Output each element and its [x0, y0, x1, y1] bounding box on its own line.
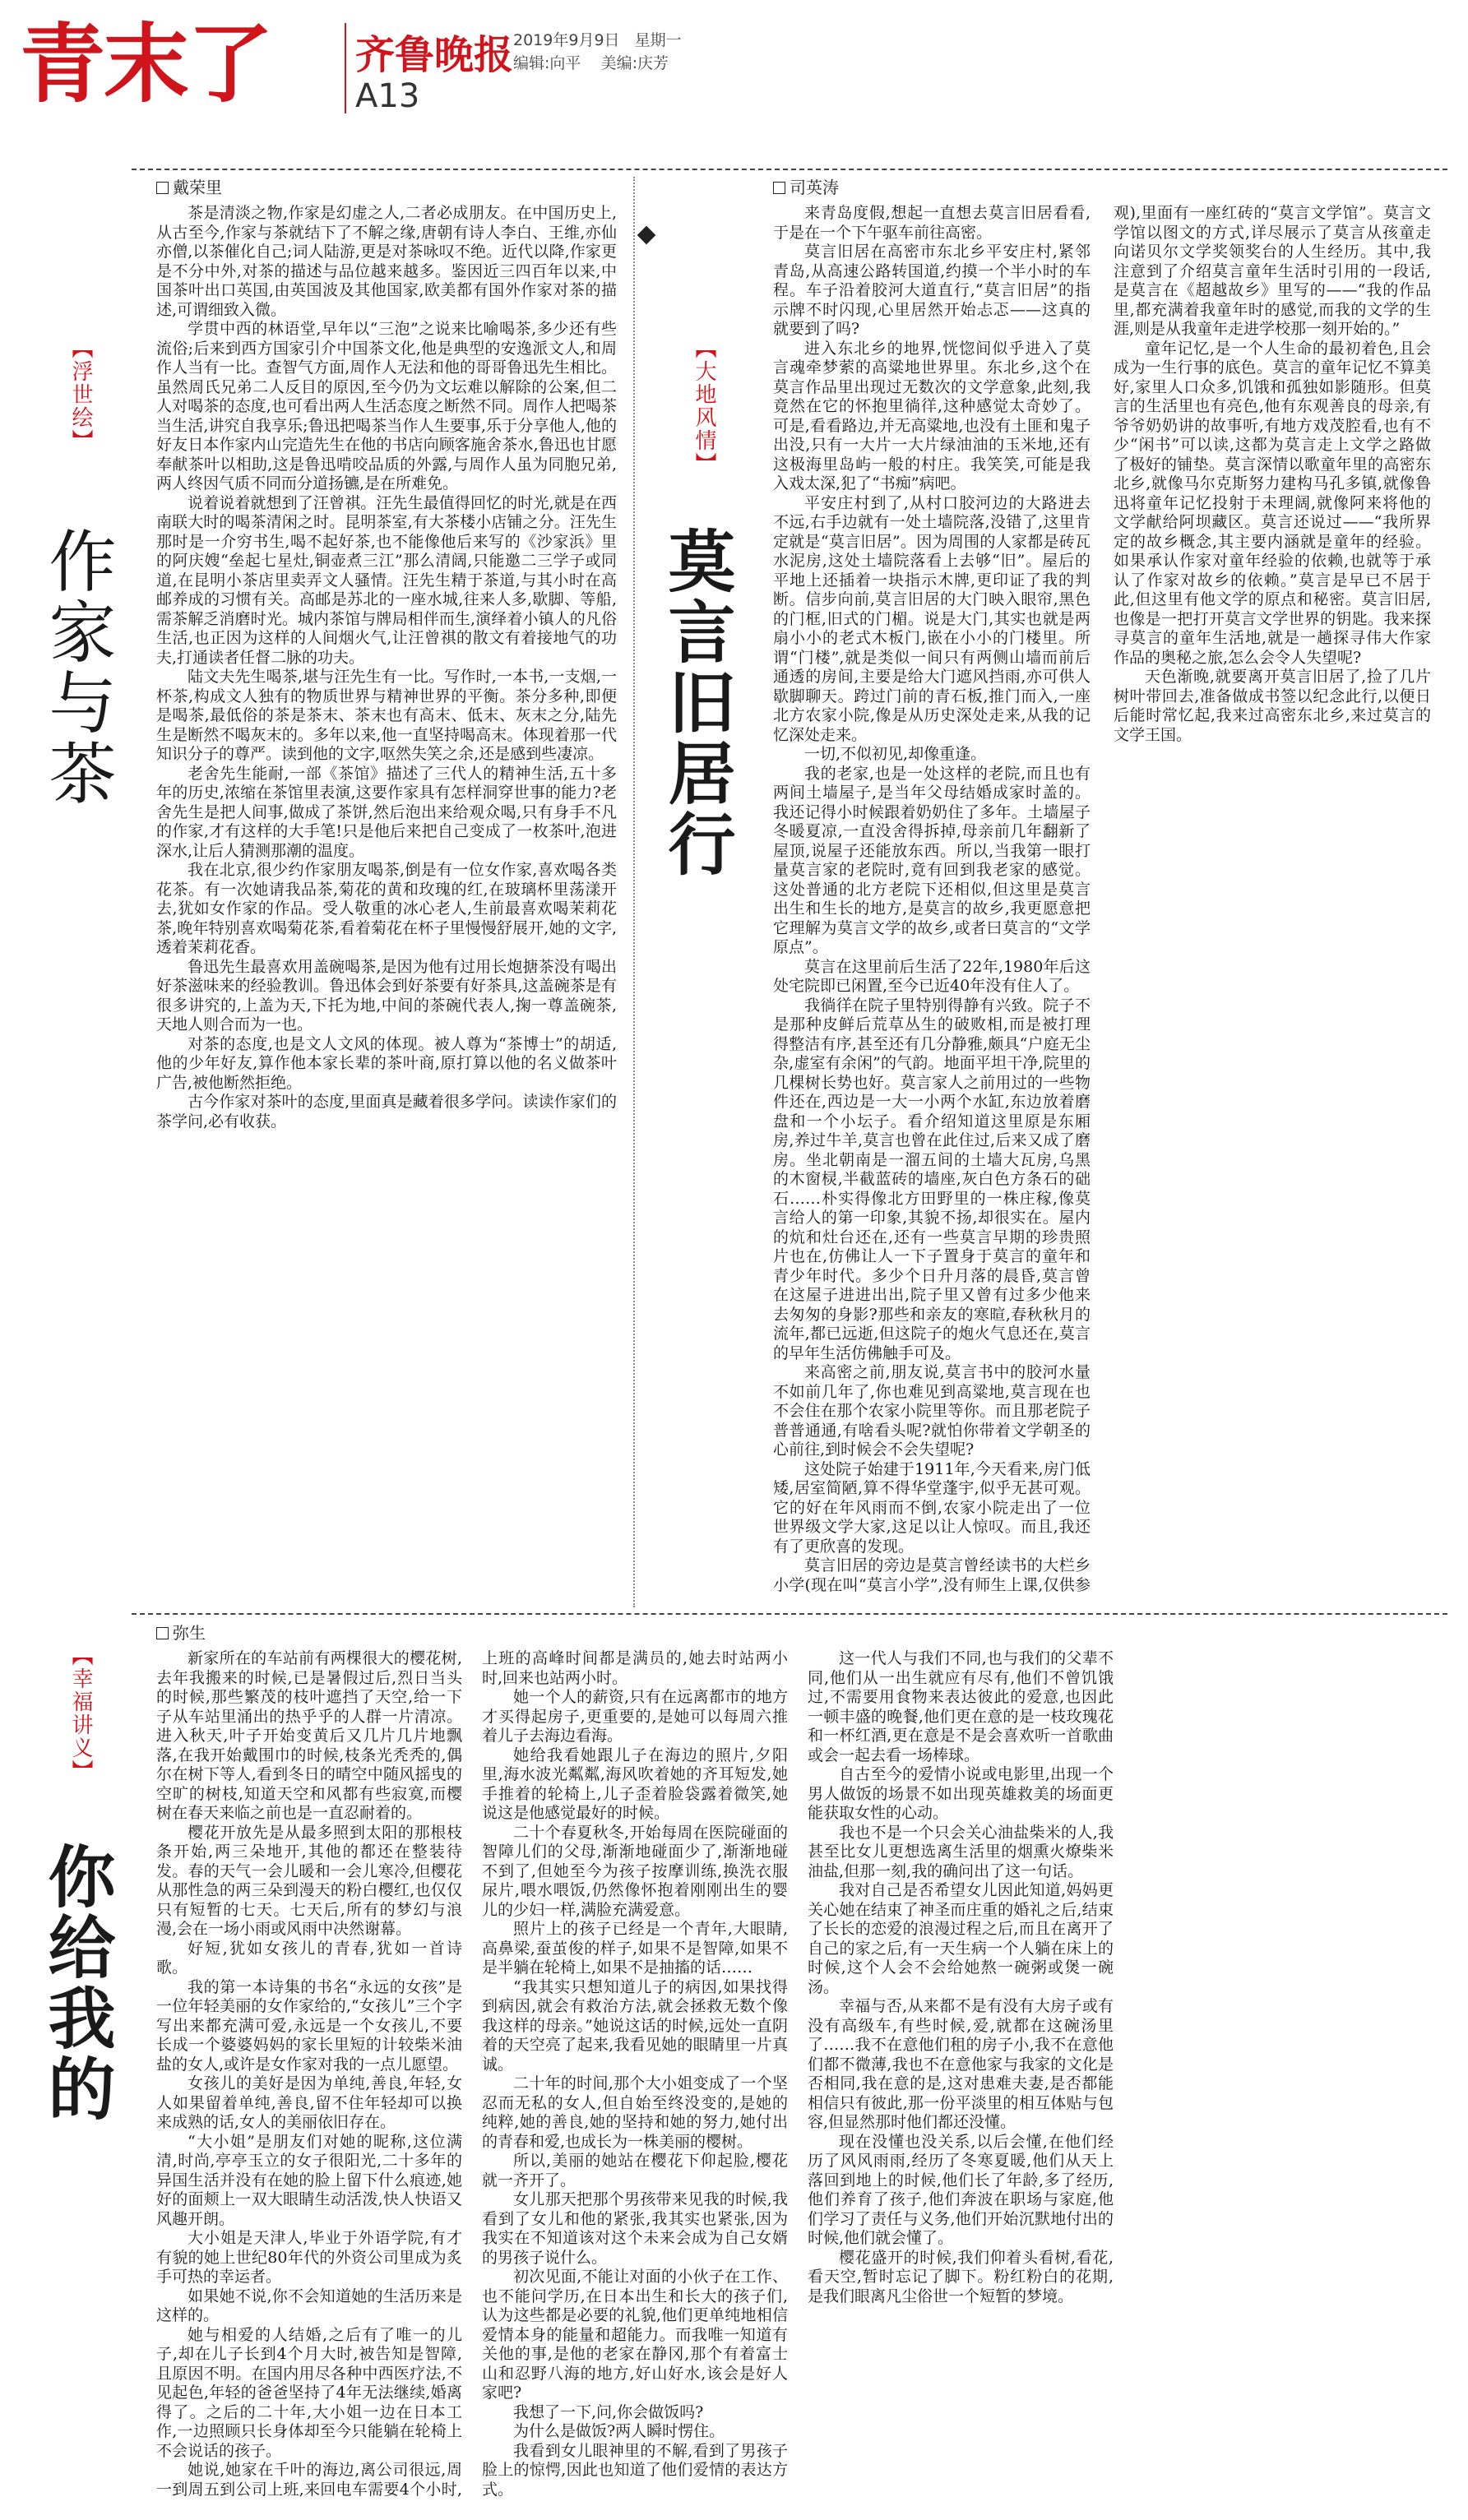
paragraph: 我看到女儿眼神里的不解,看到了男孩子脸上的惊愕,因此也知道了他们爱情的表达方式。	[482, 2441, 788, 2499]
paragraph: 陆文夫先生喝茶,堪与汪先生有一比。写作时,一本书,一支烟,一杯茶,构成文人独有的物质世界与精神世界的平衡。茶分多种,即便是喝茶,最低俗的茶是茶末、茶末也有高末、低末、灰末之分,陆先生是断然不喝灰末的。多年以来,他一直坚持喝高末。体现着那一代知识分子的尊严。读到他的文字,呕然失笑之余,还是感到些凄凉。	[156, 668, 617, 763]
article2-column-tag: 【大地风情】	[692, 337, 716, 475]
article3-author: 弥生	[156, 1620, 206, 1644]
article2-author: 司英涛	[773, 174, 839, 198]
paragraph: 茶是清淡之物,作家是幻虚之人,二者必成朋友。在中国历史上,从古至今,作家与茶就结下了不解之缘,唐朝有诗人李白、王维,亦仙亦僧,以茶催化自己;词人陆游,更是对茶咏叹不绝。近代以降,作家更是不分中外,对茶的描述与品位越来越多。鉴因近三四百年以来,中国茶叶出口英国,由英国波及其他国家,欧美都有国外作家对茶的描述,可谓细致入微。	[156, 204, 617, 319]
paragraph: 我在北京,很少约作家朋友喝茶,倒是有一位女作家,喜欢喝各类花茶。有一次她请我品茶,菊花的黄和玫瑰的红,在玻璃杯里荡漾开去,犹如女作家的作品。受人敬重的冰心老人,生前最喜欢喝茉莉花茶,晚年特别喜欢喝菊花茶,看着菊花在杯子里慢慢舒展开,她的文字,透着茉莉花香。	[156, 861, 617, 956]
masthead	[20, 15, 1451, 122]
paragraph: 来青岛度假,想起一直想去莫言旧居看看,于是在一个下午驱车前往高密。	[773, 204, 1091, 242]
paper-name: 齐鲁晚报	[355, 32, 514, 78]
article1-column-tag: 【浮世绘】	[68, 337, 93, 452]
paragraph: 为什么是做饭?两人瞬时愣住。	[513, 2422, 725, 2440]
column-divider	[633, 177, 635, 1607]
paragraph: 二十个春夏秋冬,开始每周在医院碰面的智障儿们的父母,渐渐地碰面少了,渐渐地碰不到了,但她至今为孩子按摩训练,换洗衣服尿片,喂水喂饭,仍然像怀抱着刚刚出生的婴儿的少妇一样,满脸充满爱意。	[482, 1823, 788, 1919]
paragraph: 她说,她家在千叶的海边,离公司很远,周一到周五到公司上班,来回电车需要4个小时,上班的高峰时间都是满员的,她去时站两小时,回来也站两小时。	[156, 1649, 788, 2499]
section-title: 青末了	[20, 14, 272, 114]
paragraph: 我的第一本诗集的书名“永远的女孩”是一位年轻美丽的女作家给的,“女孩儿”三个字写出来都充满可爱,永远是一个女孩儿,不要长成一个婆婆妈妈的家长里短的计较柴米油盐的女人,或许是女作家对我的一点儿愿望。	[156, 1977, 462, 2074]
masthead-staff	[513, 51, 669, 73]
paragraph: 新家所在的车站前有两棵很大的樱花树,去年我搬来的时候,已是暑假过后,烈日当头的时候,那些繁茂的枝叶遮挡了天空,给一下子从车站里涌出的热乎乎的人群一片清凉。进入秋天,叶子开始变黄后又几片几片地飘落,在我开始戴围巾的时候,枝条光秃秃的,偶尔在树下等人,看到冬日的晴空中随风摇曳的空旷的树枝,知道天空和风都有些寂寞,而樱树在春天来临之前也是一直忍耐着的。	[156, 1649, 462, 1822]
paragraph: 所以,美丽的她站在樱花下仰起脸,樱花就一齐开了。	[482, 2152, 788, 2189]
paragraph: 她一个人的薪资,只有在远离都市的地方才买得起房子,更重要的,是她可以每周六推着儿子去海边看海。	[482, 1688, 788, 1745]
paragraph: 老舍先生能耐,一部《茶馆》描述了三代人的精神生活,五十多年的历史,浓缩在茶馆里表演,这要作家具有怎样洞穿世事的能力?老舍先生是把人间事,做成了茶饼,然后泡出来给观众喝,只有身手不凡的作家,才有这样的大手笔!只是他后来把自己变成了一枚茶叶,泡进深水,让后人猜测那潮的温度。	[156, 764, 617, 860]
paragraph: 莫言旧居的旁边是莫言曾经读书的大栏乡小学(现在叫“莫言小学”,没有师生上课,仅供参观),里面有一座红砖的“莫言文学馆”。莫言文学馆以图文的方式,详尽展示了莫言从孩童走向诺贝尔文学奖领奖台的人生经历。其中,我注意到了介绍莫言童年生活时引用的一段话,是莫言在《超越故乡》里写的——“我的作品里,都充满着我童年时的感觉,而我的文学的生涯,则是从我童年走进学校那一刻开始的。”	[773, 204, 1431, 1594]
top-divider	[132, 169, 1447, 170]
article3-body	[156, 1649, 1439, 2513]
article1-body	[156, 204, 617, 1611]
paragraph: 平安庄村到了,从村口胶河边的大路进去不远,右手边就有一处土墙院落,没错了,这里肯定就是“莫言旧居”。因为周围的人家都是砖瓦水泥房,这处土墙院落看上去够“旧”。屋后的平地上还插着一块指示木牌,更印证了我的判断。信步向前,莫言旧居的大门映入眼帘,黑色的门框,旧式的门楣。说是大门,其实也就是两扇小小的老式木板门,嵌在小小的门楼里。所谓“门楼”,就是类似一间只有两侧山墙而前后通透的房间,主要是给大门遮风挡雨,亦可供人歇脚聊天。跨过门前的青石板,推门而入,一座北方农家小院,像是从历史深处走来,从我的记忆深处走来。	[773, 493, 1091, 744]
weekday: 星期一	[634, 31, 682, 49]
paragraph: 女孩儿的美好是因为单纯,善良,年轻,女人如果留着单纯,善良,留不住年轻却可以换来成熟的话,女人的美丽依旧存在。	[156, 2074, 462, 2131]
article3-title: 你给我的	[37, 1842, 116, 2125]
paragraph: 我对自己是否希望女儿因此知道,妈妈更关心她在结束了神圣而庄重的婚礼之后,结束了长长的恋爱的浪漫过程之后,而且在离开了自己的家之后,有一天生病一个人躺在床上的时候,这个人会不会给她熬一碗粥或煲一碗汤。	[808, 1881, 1114, 1996]
article2-body	[773, 204, 1431, 1611]
paragraph: 樱花盛开的时候,我们仰着头看树,看花,看天空,暂时忘记了脚下。粉红粉白的花期,是我们眼离凡尘俗世一个短暂的梦境。	[808, 2248, 1114, 2305]
paragraph: 莫言旧居在高密市东北乡平安庄村,紧邻青岛,从高速公路转国道,约摸一个半小时的车程。车子沿着胶河大道直行,“莫言旧居”的指示牌不时闪现,心里居然开始忐忑——这真的就要到了吗?	[773, 243, 1091, 338]
paragraph: 我想了一下,问,你会做饭吗?	[513, 2402, 704, 2421]
paragraph: 说着说着就想到了汪曾祺。汪先生最值得回忆的时光,就是在西南联大时的喝茶清闲之时。昆明茶室,有大茶楼小店铺之分。汪先生那时是一介穷书生,喝不起好茶,也不能像他后来写的《沙家浜》里的阿庆嫂“垒起七星灶,铜壶煮三江”那么清阔,只能邀二三学子或同道,在昆明小茶店里卖弄文人骚情。汪先生精于茶道,与其小时在高邮养成的习惯有关。高邮是苏北的一座水城,往来人多,歇脚、等船,需茶解乏消磨时光。城内茶馆与牌局相伴而生,演绎着小镇人的凡俗生活,也正因为这样的人间烟火气,让汪曾祺的散文有着接地气的功夫,打通读者任督二脉的功夫。	[156, 493, 617, 667]
paragraph: 现在没懂也没关系,以后会懂,在他们经历了风风雨雨,经历了冬寒夏暖,他们从天上落回到地上的时候,他们长了年龄,多了经历,他们养育了孩子,他们奔波在职场与家庭,他们学习了责任与义务,他们开始沉默地付出的时候,他们就会懂了。	[808, 2132, 1114, 2247]
paragraph: 进入东北乡的地界,恍惚间似乎进入了莫言魂牵梦萦的高粱地世界里。东北乡,这个在莫言作品里出现过无数次的文学意象,此刻,我竟然在它的怀抱里徜徉,这种感觉太奇妙了。可是,看看路边,并无高粱地,也没有土匪和鬼子出没,只有一大片一大片绿油油的玉米地,还有这极海里岛屿一般的村庄。我笑笑,可能是我入戏太深,犯了“书痴”病吧。	[773, 339, 1091, 492]
paragraph: 一切,不似初见,却像重逢。	[804, 745, 987, 763]
article3-column-tag: 【幸福讲义】	[68, 1644, 93, 1782]
paragraph: 古今作家对茶叶的态度,里面真是藏着很多学问。读读作家们的茶学问,必有收获。	[156, 1093, 617, 1131]
paragraph: 初次见面,不能让对面的小伙子在工作、也不能问学历,在日本出生和长大的孩子们,认为这些都是必要的礼貌,他们更单纯地相信爱情本身的能量和超能力。而我唯一知道有关他的事,是他的老家在静冈,那个有着富士山和忍野八海的地方,好山好水,该会是好人家吧?	[482, 2268, 788, 2402]
paragraph: 我徜徉在院子里特别得静有兴致。院子不是那种皮鲜后荒草丛生的破败相,而是被打理得整洁有序,甚至还有几分静雅,颇具“户庭无尘杂,虚室有余闲”的气韵。地面平坦干净,院里的几棵树长势也好。莫言家人之前用过的一些物件还在,西边是一大一小两个水缸,东边放着磨盘和一个小坛子。看介绍知道这里原是东厢房,养过牛羊,莫言也曾在此住过,后来又成了磨房。坐北朝南是一溜五间的土墙大瓦房,乌黑的木窗棂,半截蓝砖的墙座,灰白色方条石的础石……朴实得像北方田野里的一株庄稼,像莫言给人的第一印象,其貌不扬,却很实在。屋内的炕和灶台还在,还有一些莫言早期的珍贵照片也在,仿佛让人一下子置身于莫言的童年和青少年时代。多少个日升月落的晨昏,莫言曾在这屋子进进出出,院子里又曾有过多少他来去匆匆的身影?那些和亲友的寒暄,春秋秋月的流年,都已远逝,但这院子的炮火气息还在,莫言的早年生活仿佛触手可及。	[773, 996, 1091, 1362]
designer: 美编:庆芳	[600, 54, 669, 72]
paragraph: 她给我看她跟儿子在海边的照片,夕阳里,海水波光粼粼,海风吹着她的齐耳短发,她手推着的轮椅上,儿子歪着脸袋露着微笑,她说这是他感觉最好的时候。	[482, 1746, 788, 1822]
paragraph: 女儿那天把那个男孩带来见我的时候,我看到了女儿和他的紧张,我其实也紧张,因为我实在不知道该对这个未来会成为自己女婿的男孩子说什么。	[482, 2190, 788, 2267]
paragraph: 自古至今的爱情小说或电影里,出现一个男人做饭的场景不如出现英雄救美的场面更能获取女性的心动。	[808, 1765, 1114, 1822]
paragraph: 樱花开放先是从最多照到太阳的那根枝条开始,两三朵地开,其他的都还在整装待发。春的天气一会儿暖和一会儿寒冷,但樱花从那性急的两三朵到漫天的粉白樱红,也仅仅只有短暂的七天。七天后,所有的梦幻与浪漫,会在一场小雨或风雨中决然谢幕。	[156, 1823, 462, 1938]
paragraph: 这处院子始建于1911年,今天看来,房门低矮,居室简陋,算不得华堂蓬宇,似乎无甚可观。它的好在年风雨而不倒,农家小院走出了一位世界级文学大家,这足以让人惊叹。而且,我还有了更欣喜的发现。	[773, 1459, 1091, 1556]
article1-author: 戴荣里	[156, 174, 222, 198]
paragraph: 我也不是一个只会关心油盐柴米的人,我甚至比女儿更想选离生活里的烟熏火燎柴米油盐,但那一刻,我的确问出了这一句话。	[808, 1823, 1114, 1880]
paragraph: 学贯中西的林语堂,早年以“三泡”之说来比喻喝茶,多少还有些流俗;后来到西方国家引介中国茶文化,他是典型的安逸派文人,和周作人当有一比。查智气方面,周作人无法和他的哥哥鲁迅先生相比。虽然周氏兄弟二人反目的原因,至今仍为文坛难以解除的公案,但二人对喝茶的态度,也可看出两人生活态度之断然不同。周作人把喝茶当生活,讲究自我享乐;鲁迅把喝茶当作人生要事,乐于分享他人,他的好友日本作家内山完造先生在他的书店向顾客施舍茶水,鲁迅也甘愿奉献茶叶以相助,这是鲁迅啃咬品质的外露,与周作人虽为同胞兄弟,两人终因气质不同而分道扬镳,是在所难免。	[156, 320, 617, 492]
paragraph: 照片上的孩子已经是一个青年,大眼睛,高鼻梁,蚕茧俊的样子,如果不是智障,如果不是半躺在轮椅上,如果不是抽搐的话……	[482, 1920, 788, 1977]
paragraph: 鲁迅先生最喜欢用盖碗喝茶,是因为他有过用长炮搪茶没有喝出好茶滋味来的经验教训。鲁迅体会到好茶要有好茶具,这盖碗茶是有很多讲究的,上盖为天,下托为地,中间的茶碗代表人,掬一尊盖碗茶,天地人则合而为一也。	[156, 957, 617, 1033]
diamond-icon	[637, 226, 656, 245]
paragraph: 对茶的态度,也是文人文风的体现。被人尊为“茶博士”的胡适,他的少年好友,算作他本家长辈的茶叶商,原打算以他的名义做茶叶广告,被他断然拒绝。	[156, 1034, 617, 1092]
paragraph: 天色渐晚,就要离开莫言旧居了,捡了几片树叶带回去,准备做成书签以纪念此行,以便日后能时常忆起,我来过高密东北乡,来过莫言的文学王国。	[1114, 668, 1431, 744]
masthead-divider	[345, 23, 346, 113]
editor: 编辑:向平	[513, 54, 581, 72]
paragraph: “我其实只想知道儿子的病因,如果找得到病因,就会有救治方法,就会拯救无数个像我这样的母亲。”她说这话的时候,远处一直阴着的天空亮了起来,我看见她的眼睛里一片真诚。	[482, 1977, 788, 2074]
masthead-date	[513, 28, 682, 50]
date: 2019年9月9日	[513, 31, 620, 49]
paragraph: 二十年的时间,那个大小姐变成了一个坚忍而无私的女人,但自始至终没变的,是她的纯粹,她的善良,她的坚持和她的努力,她付出的青春和爱,也成长为一株美丽的樱树。	[482, 2074, 788, 2151]
article2-title: 莫言旧居行	[657, 526, 736, 880]
paragraph: 我的老家,也是一处这样的老院,而且也有两间土墙屋子,是当年父母结婚成家时盖的。我还记得小时候跟着奶奶住了多年。土墙屋子冬暖夏凉,一直没舍得拆掉,母亲前几年翻新了屋顶,说屋子还能放东西。所以,当我第一眼打量莫言家的老院时,竟有回到我老家的感觉。这处普通的北方老院下还相似,但这里是莫言出生和生长的地方,是莫言的故乡,我更愿意把它理解为莫言文学的故乡,或者曰莫言的“文学原点”。	[773, 764, 1091, 956]
paragraph: 如果她不说,你不会知道她的生活历来是这样的。	[156, 2286, 462, 2324]
paragraph: “大小姐”是朋友们对她的昵称,这位满清,时尚,亭亭玉立的女子很阳光,二十多年的异国生活并没有在她的脸上留下什么痕迹,她好的面颊上一双大眼睛生动活泼,快人快语又风趣开朗。	[156, 2132, 462, 2228]
paragraph: 来高密之前,朋友说,莫言书中的胶河水量不如前几年了,你也难见到高粱地,莫言现在也不会住在那个农家小院里等你。而且那老院子普普通通,有啥看头呢?就怕你带着文学朝圣的心前往,到时候会不会失望呢?	[773, 1363, 1091, 1459]
middle-divider	[132, 1613, 1447, 1615]
paragraph: 她与相爱的人结婚,之后有了唯一的儿子,却在儿子长到4个月大时,被告知是智障,且原因不明。在国内用尽各种中西医疗法,不见起色,年轻的爸爸坚持了4年无法继续,婚离得了。之后的二十年,大小姐一边在日本工作,一边照顾只长身体却至今只能躺在轮椅上不会说话的孩子。	[156, 2325, 462, 2460]
paragraph: 大小姐是天津人,毕业于外语学院,有才有貌的她上世纪80年代的外资公司里成为炙手可热的幸运者。	[156, 2229, 462, 2286]
paragraph: 好短,犹如女孩儿的青春,犹如一首诗歌。	[156, 1939, 462, 1977]
page-number: A13	[355, 77, 420, 115]
paragraph: 这一代人与我们不同,也与我们的父辈不同,他们从一出生就应有尽有,他们不曾饥饿过,不需要用食物来表达彼此的爱意,也因此一顿丰盛的晚餐,他们更在意的是一枝玫瑰花和一杯红酒,更在意是不是会喜欢听一首歌曲或会一起去看一场棒球。	[808, 1649, 1114, 1764]
paragraph: 莫言在这里前后生活了22年,1980年后这处宅院即已闲置,至今已近40年没有住人了。	[773, 957, 1091, 995]
article1-title: 作家与茶	[38, 526, 116, 809]
paragraph: 幸福与否,从来都不是有没有大房子或有没有高级车,有些时候,爱,就都在这碗汤里了……我不在意他们租的房子小,我不在意他们都不微薄,我也不在意他家与我家的文化是否相同,我在意的是,这对患难夫妻,是否都能相信只有彼此,那一份平淡里的相互体贴与包容,但显然那时他们都还没懂。	[808, 1997, 1114, 2131]
paragraph: 童年记忆,是一个人生命的最初着色,且会成为一生行事的底色。莫言的童年记忆不算美好,家里人口众多,饥饿和孤独如影随形。但莫言的生活里也有亮色,他有东观善良的母亲,有爷爷奶奶讲的故事听,有地方戏茂腔看,也有不少“闲书”可以读,这都为莫言走上文学之路做了极好的铺垫。莫言深情以歌童年里的高密东北乡,就像马尔克斯努力建构马孔多镇,就像鲁迅将童年记忆投射于未理阔,就像阿来将他的文学献给阿坝藏区。莫言还说过——“我所界定的故乡概念,其主要内涵就是童年的经验。如果承认作家对童年经验的依赖,也就等于承认了作家对故乡的依赖。”莫言是早已不居于此,但这里有他文学的原点和秘密。莫言旧居,也像是一把打开莫言文学世界的钥匙。我来探寻莫言的童年生活地,就是一趟探寻伟大作家作品的奥秘之旅,怎么会令人失望呢?	[1114, 339, 1431, 667]
